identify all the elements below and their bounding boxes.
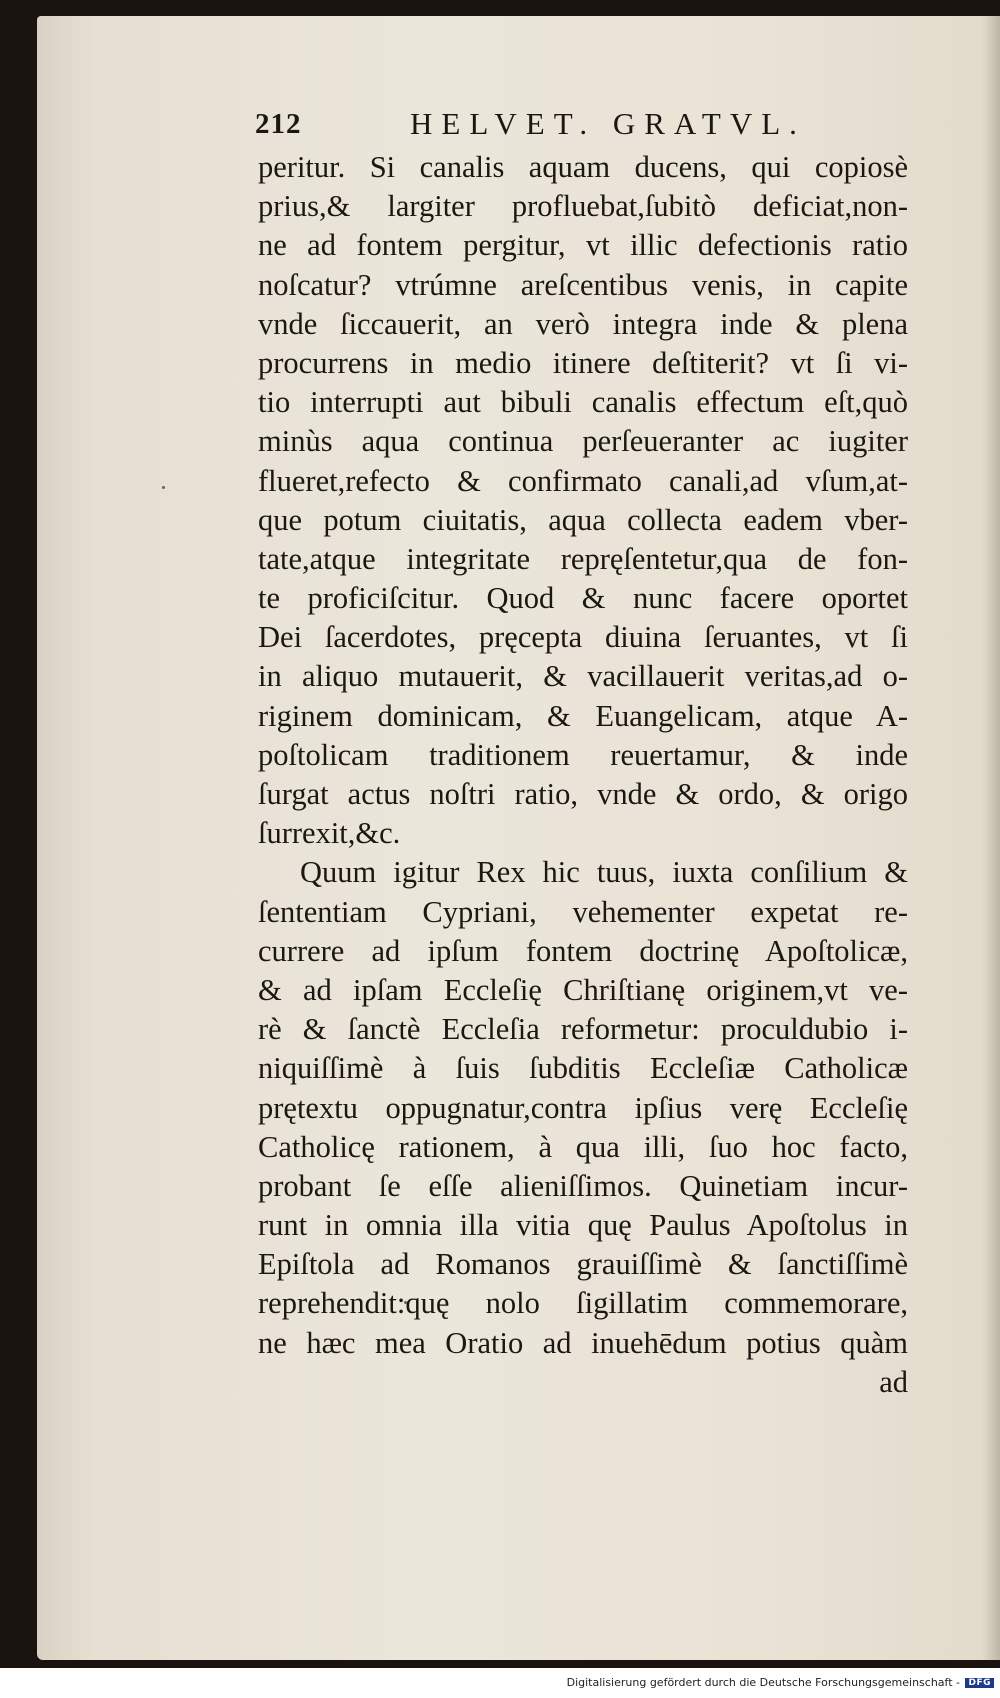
- text-line: reprehendit:quę nolo ſigillatim commemorare,: [258, 1286, 908, 1321]
- credit-text: Digitalisierung gefördert durch die Deutsche Forschungsgemeinschaft -: [566, 1676, 960, 1689]
- text-line: peritur. Si canalis aquam ducens, qui copiosè: [258, 150, 908, 184]
- text-line: flueret,refecto & confirmato canali,ad vſum,at-: [258, 463, 908, 498]
- paper-speck: [162, 486, 165, 489]
- text-line: ne hæc mea Oratio ad inuehēdum potius quàm: [258, 1325, 908, 1360]
- running-title: HELVET. GRATVL.: [410, 106, 806, 141]
- text-line: rè & ſanctè Eccleſia reformetur: proculdubio i-: [258, 1012, 908, 1047]
- text-line: probant ſe eſſe alieniſſimos. Quinetiam incur-: [258, 1168, 908, 1203]
- text-line: procurrens in medio itinere deſtiterit? vt ſi vi-: [258, 345, 908, 380]
- gutter-shadow: [982, 16, 1000, 1660]
- digitization-credit: [567, 1676, 994, 1689]
- text-line: te proficiſcitur. Quod & nunc facere oportet: [258, 581, 908, 616]
- catchword: ad: [879, 1364, 908, 1399]
- page-header: [255, 108, 915, 148]
- text-line: Epiſtola ad Romanos grauiſſimè & ſanctiſſimè: [258, 1247, 908, 1282]
- text-line: riginem dominicam, & Euangelicam, atque A-: [258, 698, 908, 733]
- page-number: 212: [255, 108, 302, 140]
- text-line: prius,& largiter profluebat,ſubitò deficiat,non-: [258, 189, 908, 224]
- text-line: ſententiam Cypriani, vehementer expetat re-: [258, 894, 908, 929]
- body-text: [258, 148, 908, 1402]
- text-line: poſtolicam traditionem reuertamur, & inde: [258, 737, 908, 772]
- text-line: runt in omnia illa vitia quę Paulus Apoſtolus in: [258, 1208, 908, 1243]
- text-line: tate,atque integritate repręſentetur,qua de fon-: [258, 541, 908, 576]
- text-line: que potum ciuitatis, aqua collecta eadem vber-: [258, 502, 908, 537]
- text-line: & ad ipſam Eccleſię Chriſtianę originem,vt ve-: [258, 972, 908, 1007]
- text-line: in aliquo mutauerit, & vacillauerit veritas,ad o-: [258, 659, 908, 694]
- text-line: minùs aqua continua perſeueranter ac iugiter: [258, 424, 908, 459]
- text-line: niquiſſimè à ſuis ſubditis Eccleſiæ Catholicæ: [258, 1051, 908, 1086]
- text-line: ſurgat actus noſtri ratio, vnde & ordo, & origo: [258, 777, 908, 811]
- text-line: vnde ſiccauerit, an verò integra inde & plena: [258, 306, 908, 341]
- text-line: noſcatur? vtrúmne areſcentibus venis, in capite: [258, 267, 908, 302]
- text-line: tio interrupti aut bibuli canalis effectum eſt,quò: [258, 385, 908, 420]
- text-line: ne ad fontem pergitur, vt illic defectionis ratio: [258, 228, 908, 263]
- text-line: prętextu oppugnatur,contra ipſius verę Eccleſię: [258, 1090, 908, 1125]
- paragraph-start-line: Quum igitur Rex hic tuus, iuxta conſilium &: [300, 855, 908, 890]
- dfg-logo: DFG: [965, 1678, 994, 1688]
- text-line: Dei ſacerdotes, pręcepta diuina ſeruantes, vt ſi: [258, 620, 908, 655]
- text-line: Catholicę rationem, à qua illi, ſuo hoc facto,: [258, 1129, 908, 1164]
- text-line: ſurrexit,&c.: [258, 816, 401, 851]
- text-line: currere ad ipſum fontem doctrinę Apoſtolicæ,: [258, 933, 908, 968]
